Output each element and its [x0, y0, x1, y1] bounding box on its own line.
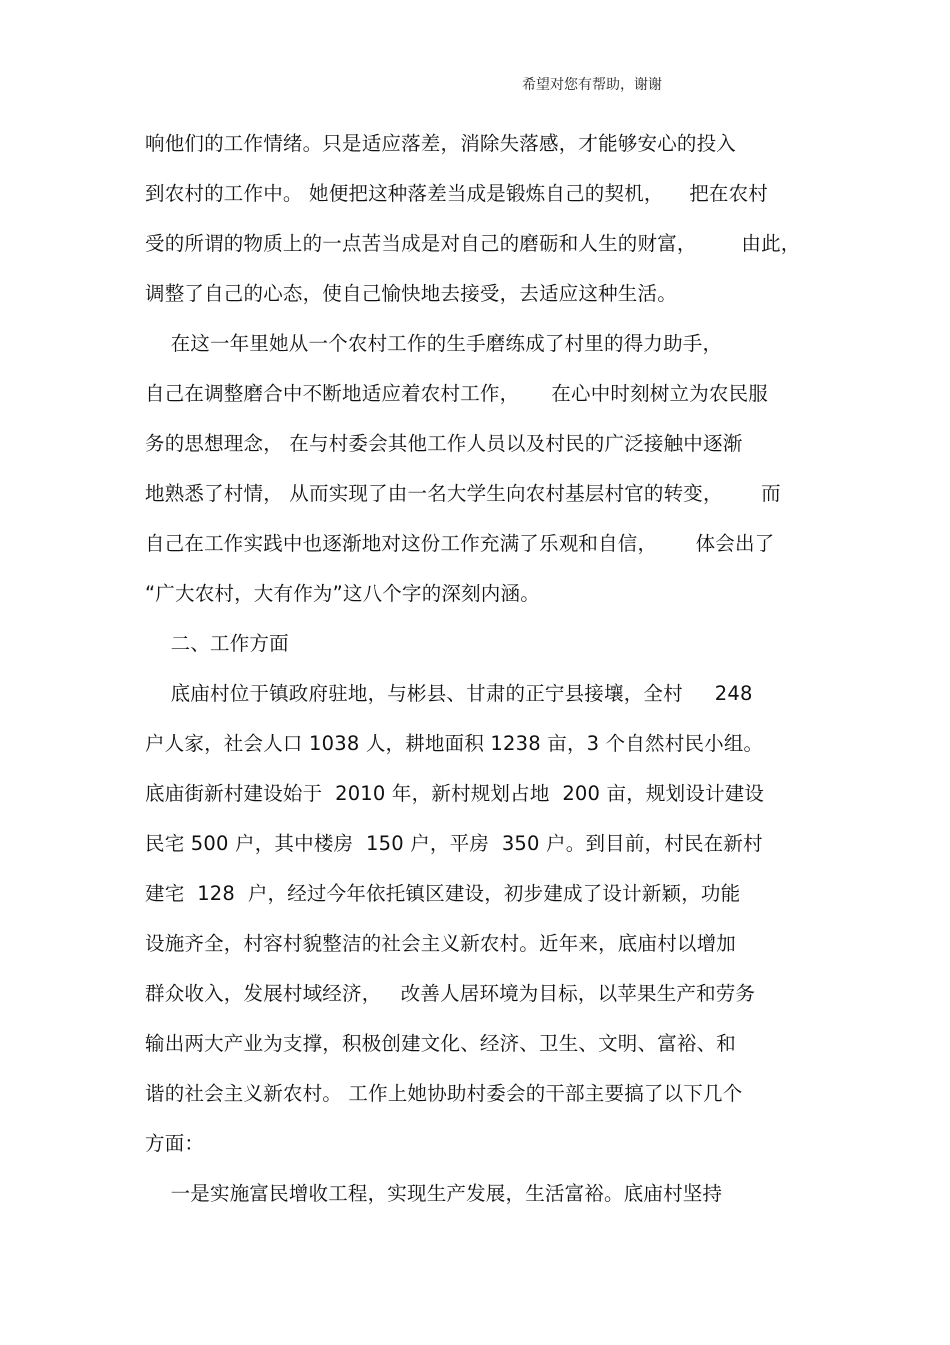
body-line: 地熟悉了村情， 从而实现了由一名大学生向农村基层村官的转变， 而 [145, 482, 781, 505]
header-note: 希望对您有帮助，谢谢 [522, 77, 662, 93]
body-line: 民宅 500 户，其中楼房 150 户，平房 350 户。到目前，村民在新村 [145, 832, 763, 855]
body-line: 户人家，社会人口 1038 人，耕地面积 1238 亩，3 个自然村民小组。 [145, 732, 764, 755]
body-line: 底庙村位于镇政府驻地，与彬县、甘肃的正宁县接壤，全村 248 [145, 682, 753, 705]
body-line: 自己在调整磨合中不断地适应着农村工作， 在心中时刻树立为农民服 [145, 382, 768, 405]
body-line: 在这一年里她从一个农村工作的生手磨练成了村里的得力助手， [145, 332, 723, 355]
body-line: 方面： [145, 1132, 205, 1155]
body-line: 输出两大产业为支撑，积极创建文化、经济、卫生、文明、富裕、和 [145, 1032, 737, 1055]
body-line: 响他们的工作情绪。只是适应落差，消除失落感，才能够安心的投入 [145, 132, 737, 155]
body-line: 群众收入，发展村域经济， 改善人居环境为目标，以苹果生产和劳务 [145, 982, 756, 1005]
body-line: “广大农村，大有作为”这八个字的深刻内涵。 [145, 582, 540, 605]
body-line: 设施齐全，村容村貌整洁的社会主义新农村。近年来，底庙村以增加 [145, 932, 737, 955]
body-line: 务的思想理念， 在与村委会其他工作人员以及村民的广泛接触中逐渐 [145, 432, 743, 455]
body-line: 建宅 128 户，经过今年依托镇区建设，初步建成了设计新颖，功能 [145, 882, 741, 905]
body-line: 自己在工作实践中也逐渐地对这份工作充满了乐观和自信， 体会出了 [145, 532, 775, 555]
body-line: 底庙街新村建设始于 2010 年，新村规划占地 200 亩，规划设计建设 [145, 782, 765, 805]
body-line: 一是实施富民增收工程，实现生产发展，生活富裕。底庙村坚持 [145, 1182, 723, 1205]
section-heading: 二、工作方面 [145, 632, 289, 655]
body-line: 到农村的工作中。 她便把这种落差当成是锻炼自己的契机， 把在农村 [145, 182, 768, 205]
body-line: 受的所谓的物质上的一点苦当成是对自己的磨砺和人生的财富， 由此， [145, 232, 801, 255]
body-line: 调整了自己的心态，使自己愉快地去接受，去适应这种生活。 [145, 282, 677, 305]
body-line: 谐的社会主义新农村。 工作上她协助村委会的干部主要搞了以下几个 [145, 1082, 743, 1105]
